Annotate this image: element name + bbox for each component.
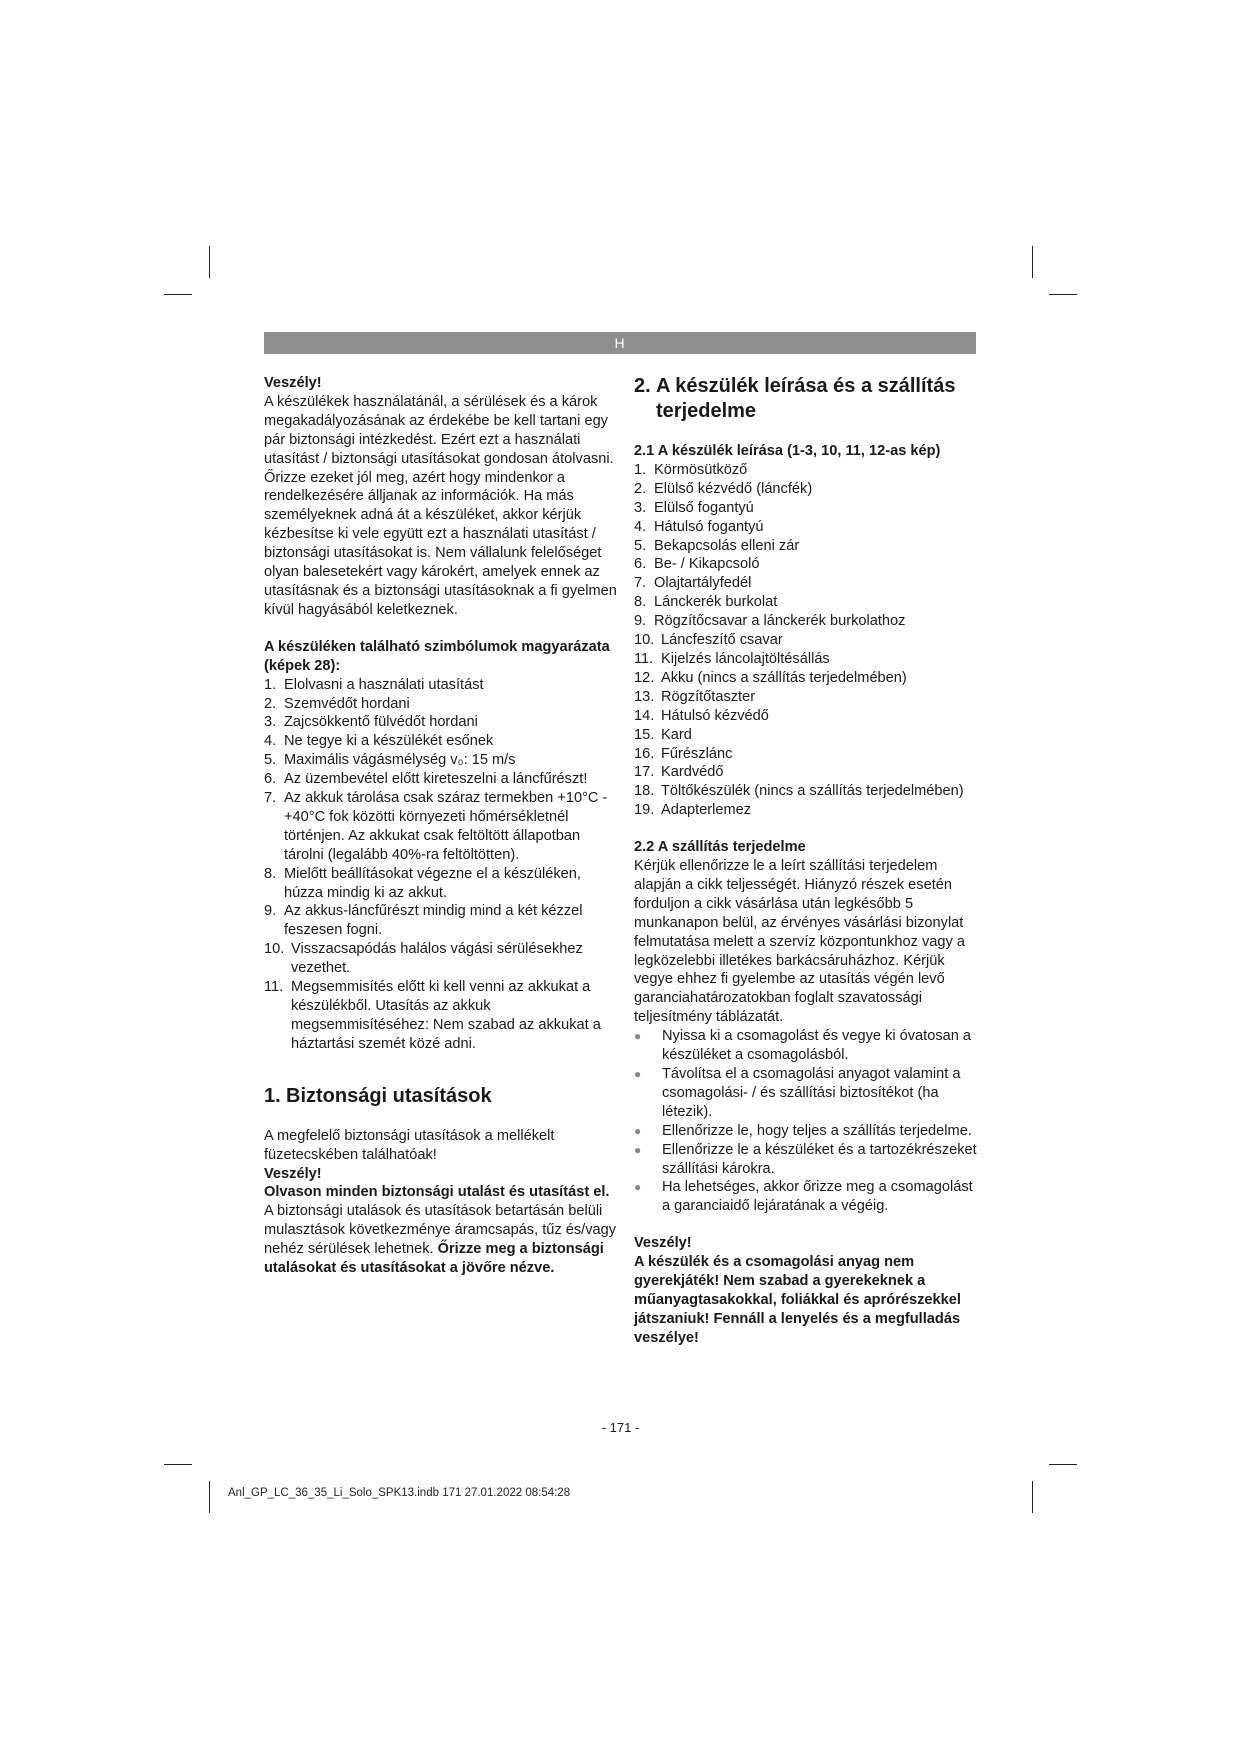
bullet-icon: ●	[634, 1067, 642, 1081]
crop-mark	[209, 1481, 210, 1513]
list-text: Az akkus-láncfűrészt mindig mind a két kézzel feszesen fogni.	[284, 903, 583, 939]
list-number: 19.	[634, 802, 655, 819]
warning-bold-end: Őrizze meg a biztonsági utalásokat és utasításokat a jövőre nézve.	[264, 1241, 604, 1277]
list-number: 8.	[264, 865, 277, 882]
unpacking-list	[634, 1027, 978, 1216]
bullet-text: Ha lehetséges, akkor őrizze meg a csomagolást a garanciaidő lejáratának a végéig.	[662, 1179, 973, 1215]
list-number: 14.	[634, 707, 655, 724]
list-number: 12.	[634, 669, 655, 686]
section-title-line2: terjedelme	[656, 400, 757, 422]
section-1-heading	[264, 1084, 620, 1109]
subsection-2-1-heading: 2.1 A készülék leírása (1-3, 10, 11, 12-as kép)	[634, 443, 941, 459]
list-number: 11.	[264, 979, 284, 996]
bullet-item	[634, 1141, 978, 1179]
symbol-item	[264, 732, 620, 751]
language-header-bar	[264, 332, 976, 354]
part-item	[634, 612, 978, 631]
bullet-item	[634, 1027, 978, 1065]
crop-mark	[1032, 246, 1033, 278]
section-1-intro: A megfelelő biztonsági utasítások a mellékelt füzetecskében találhatóak!	[264, 1127, 555, 1163]
bullet-icon: ●	[634, 1123, 642, 1138]
part-item	[634, 499, 978, 518]
list-number: 9.	[634, 613, 647, 630]
part-item	[634, 726, 978, 745]
list-text: Láncfeszítő csavar	[661, 632, 783, 649]
symbol-item	[264, 789, 620, 865]
list-text: Be- / Kikapcsoló	[654, 556, 760, 573]
list-text: Hátulsó fogantyú	[654, 518, 764, 535]
crop-mark	[1032, 1481, 1033, 1513]
left-column	[264, 374, 620, 1278]
list-text: Mielőtt beállításokat végezne el a készüléken, húzza mindig ki az akkut.	[284, 865, 581, 901]
bullet-icon: ●	[634, 1142, 642, 1157]
list-text: Megsemmisítés előtt ki kell venni az akkukat a készülékből. Utasítás az akkuk megsemmisítéséhez: Nem szabad az akkukat a háztartási szemét közé adni.	[291, 979, 601, 1052]
section-title: Biztonsági utasítások	[286, 1084, 492, 1107]
symbol-item	[264, 770, 620, 789]
list-text: Elülső fogantyú	[654, 499, 754, 516]
bullet-text: Ellenőrizze le a készüléket és a tartozékrészeket szállítási károkra.	[662, 1141, 977, 1177]
list-number: 5.	[264, 752, 277, 769]
list-number: 16.	[634, 745, 655, 762]
list-text: Kard	[661, 726, 692, 743]
symbol-item	[264, 902, 620, 940]
list-text: Töltőkészülék (nincs a szállítás terjedelmében)	[661, 783, 964, 800]
list-text: Lánckerék burkolat	[654, 594, 778, 611]
symbol-item	[264, 713, 620, 732]
list-number: 10.	[264, 941, 285, 958]
subsection-2-2-heading: 2.2 A szállítás terjedelme	[634, 839, 806, 856]
print-file-info: Anl_GP_LC_36_35_Li_Solo_SPK13.indb 171 27.01.2022 08:54:28	[228, 1487, 571, 1499]
bullet-item	[634, 1122, 978, 1141]
section-number: 2.	[634, 375, 651, 397]
symbol-item	[264, 676, 620, 695]
part-item	[634, 518, 978, 537]
list-text: Az akkuk tárolása csak száraz termekben +10°C - +40°C fok közötti környezeti hőmérsékletnél történjen. Az akkukat csak feltöltött állapotban tárolni (legalább 40%-ra feltöltötten).	[284, 790, 608, 863]
part-item	[634, 782, 978, 801]
list-number: 13.	[634, 688, 655, 705]
list-text: Zajcsökkentő fülvédőt hordani	[284, 714, 478, 731]
crop-mark	[164, 1464, 192, 1465]
warning-title: Veszély!	[264, 375, 322, 391]
warning-text: A készülékek használatánál, a sérülések és a károk megakadályozásának az érdekébe be kell tartani egy pár biztonsági intézkedést. Ezért ezt a használati utasítást / biztonsági utasításokat gondosan átolvasni. Őrizze ezeket jól meg, azért hogy mindenkor a rendelkezésére álljanak az információk. Ha más személyeknek adná át a készüléket, akkor kérjük kézbesítse ki vele együtt ezt a használati utasítást / biztonsági utasításokat is. Nem vállalunk felelőséget olyan balesetekért vagy károkért, amelyek ennek az utasításnak és a biztonsági utasításoknak a fi gyelmen kívül hagyásából keletkeznek.	[264, 393, 617, 618]
part-item	[634, 593, 978, 612]
crop-mark	[1049, 1464, 1077, 1465]
list-text: Hátulsó kézvédő	[661, 707, 769, 724]
list-text: Rögzítőtaszter	[661, 688, 756, 705]
list-number: 7.	[264, 790, 277, 807]
list-text: Kardvédő	[661, 764, 724, 781]
part-item	[634, 555, 978, 574]
part-item	[634, 707, 978, 726]
list-number: 3.	[264, 714, 277, 731]
bullet-item	[634, 1178, 978, 1216]
crop-mark	[209, 246, 210, 278]
part-item	[634, 801, 978, 820]
bullet-icon: ●	[634, 1029, 642, 1044]
list-number: 5.	[634, 537, 647, 554]
bullet-icon: ●	[634, 1180, 642, 1195]
list-text: Körmösütköző	[654, 461, 748, 478]
list-number: 4.	[264, 733, 277, 750]
page-number: - 171 -	[601, 1420, 640, 1435]
crop-mark	[164, 294, 192, 295]
symbol-item	[264, 751, 620, 770]
list-number: 7.	[634, 575, 647, 592]
list-text: Bekapcsolás elleni zár	[654, 537, 800, 554]
warning-text: A készülék és a csomagolási anyag nem gyerekjáték! Nem szabad a gyerekeknek a műanyagtasakokkal, foliákkal és aprórészekkel játszaniuk! Fennáll a lenyelés és a megfulladás veszélye!	[634, 1254, 961, 1346]
symbol-item	[264, 865, 620, 903]
list-text: Rögzítőcsavar a lánckerék burkolathoz	[654, 613, 906, 630]
part-item	[634, 763, 978, 782]
warning-paragraph	[264, 1183, 620, 1278]
list-number: 1.	[264, 676, 277, 693]
list-text: Visszacsapódás halálos vágási sérülésekhez vezethet.	[291, 941, 583, 977]
symbol-item	[264, 695, 620, 714]
part-item	[634, 480, 978, 499]
symbols-heading: A készüléken található szimbólumok magyarázata (képek 28):	[264, 638, 610, 674]
list-text: Az üzembevétel előtt kireteszelni a láncfűrészt!	[284, 771, 588, 788]
bullet-item	[634, 1065, 978, 1122]
list-number: 11.	[634, 650, 654, 667]
list-number: 10.	[634, 632, 655, 649]
warning-bold-lead: Olvason minden biztonsági utalást és utasítást el.	[264, 1184, 610, 1201]
part-item	[634, 631, 978, 650]
list-text: Ne tegye ki a készülékét esőnek	[284, 733, 494, 750]
list-number: 15.	[634, 726, 655, 743]
symbols-list	[264, 676, 620, 1054]
language-code: H	[614, 335, 626, 351]
list-number: 18.	[634, 783, 655, 800]
bullet-text: Nyissa ki a csomagolást és vegye ki óvatosan a készüléket a csomagolásból.	[662, 1028, 972, 1064]
warning-title: Veszély!	[264, 1165, 322, 1182]
list-number: 6.	[634, 556, 647, 573]
part-item	[634, 650, 978, 669]
list-text: Elülső kézvédő (láncfék)	[654, 480, 813, 497]
section-2-heading	[634, 374, 978, 424]
section-title-line1: A készülék leírása és a szállítás	[656, 375, 956, 397]
symbol-item	[264, 978, 620, 1054]
section-number: 1.	[264, 1084, 281, 1107]
part-item	[634, 745, 978, 764]
warning-title: Veszély!	[634, 1235, 692, 1252]
list-text: Fűrészlánc	[661, 745, 733, 762]
parts-list	[634, 461, 978, 820]
part-item	[634, 537, 978, 556]
list-text: Adapterlemez	[661, 802, 752, 819]
right-column	[634, 374, 978, 1348]
list-number: 2.	[264, 695, 277, 712]
list-text: Elolvasni a használati utasítást	[284, 676, 484, 693]
delivery-text: Kérjük ellenőrizze le a leírt szállítási terjedelem alapján a cikk teljességét. Hiányzó részek esetén forduljon a cikk vásárlása után legkésőbb 5 munkanapon belül, az érvényes vásárlási bizonylat felmutatása melett a szervíz központunkhoz vagy a legközelebbi illetékes barkácsáruházhoz. Kérjük vegye ehhez fi gyelembe az utasítás végén levő garanciahatározatokban foglalt szavatossági teljesítmény táblázatát.	[634, 858, 965, 1026]
list-number: 9.	[264, 903, 277, 920]
list-number: 1.	[634, 461, 647, 478]
list-number: 4.	[634, 518, 647, 535]
list-text: Kijelzés láncolajtöltésállás	[661, 650, 830, 667]
list-number: 8.	[634, 594, 647, 611]
list-text: Maximális vágásmélység v₀: 15 m/s	[284, 752, 516, 769]
symbol-item	[264, 940, 620, 978]
part-item	[634, 688, 978, 707]
bullet-text: Távolítsa el a csomagolási anyagot valamint a csomagolási- / és szállítási biztosítékot (ha létezik).	[662, 1066, 961, 1120]
part-item	[634, 669, 978, 688]
list-text: Szemvédőt hordani	[284, 695, 410, 712]
list-number: 17.	[634, 764, 655, 781]
bullet-text: Ellenőrizze le, hogy teljes a szállítás terjedelme.	[662, 1122, 972, 1139]
list-number: 6.	[264, 771, 277, 788]
part-item	[634, 574, 978, 593]
warning-text: A biztonsági utalások és utasítások betartásán belüli mulasztások következménye áramcsapás, tűz és/vagy nehéz sérülések lehetnek.	[264, 1203, 617, 1258]
list-number: 2.	[634, 480, 647, 497]
crop-mark	[1049, 294, 1077, 295]
list-text: Akku (nincs a szállítás terjedelmében)	[661, 669, 907, 686]
part-item	[634, 461, 978, 480]
list-number: 3.	[634, 499, 647, 516]
list-text: Olajtartályfedél	[654, 575, 752, 592]
